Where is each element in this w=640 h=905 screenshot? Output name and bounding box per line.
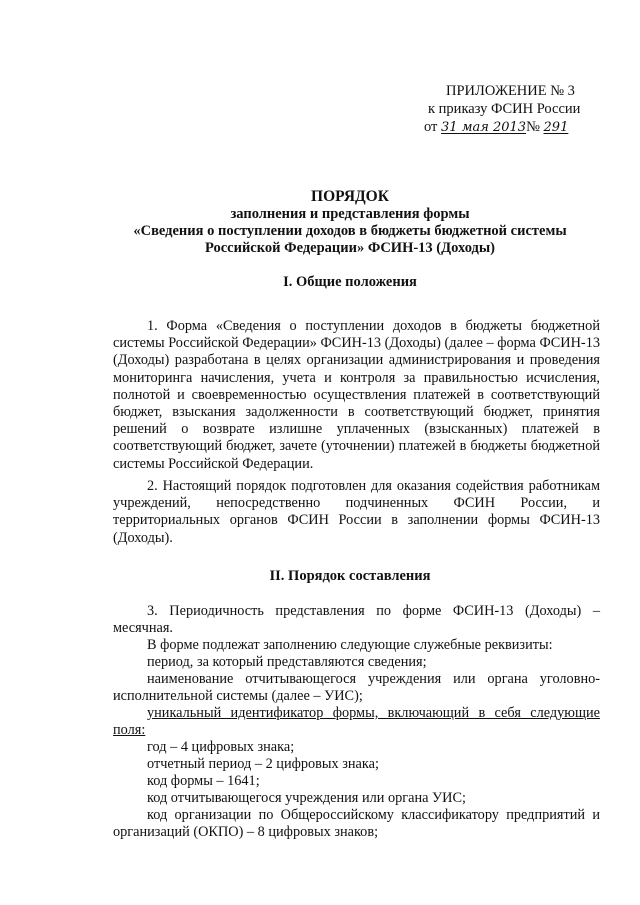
section-1-heading: I. Общие положения xyxy=(283,274,417,290)
paragraph-3 xyxy=(113,603,600,637)
annex-date-line xyxy=(424,118,604,137)
item-period: период, за который представляются сведения; xyxy=(147,654,427,670)
annex-block xyxy=(424,82,604,137)
item-unique-id xyxy=(113,705,600,739)
annex-title: ПРИЛОЖЕНИЕ № 3 xyxy=(446,83,575,99)
item-org-name-text: наименование отчитывающегося учреждения или органа уголовно-исполнительной системы (далее – УИС); xyxy=(113,671,600,705)
annex-date-handwritten: 31 мая 2013 xyxy=(441,120,527,135)
title-heading: ПОРЯДОК xyxy=(311,188,389,205)
requisites-intro: В форме подлежат заполнению следующие служебные реквизиты: xyxy=(147,637,553,653)
item-year: год – 4 цифровых знака; xyxy=(147,739,295,755)
annex-number-prefix: № xyxy=(526,119,540,135)
item-org-code: код отчитывающегося учреждения или органа УИС; xyxy=(147,790,466,806)
item-org-name xyxy=(113,671,600,705)
section-2-heading: II. Порядок составления xyxy=(269,568,431,584)
annex-order-ref: к приказу ФСИН России xyxy=(428,101,581,117)
title-line-2: «Сведения о поступлении доходов в бюджеты бюджетной системы xyxy=(133,223,567,239)
paragraph-2-text: 2. Настоящий порядок подготовлен для оказания содействия работникам учреждений, непосредственно подчиненных ФСИН России, и территориальных органов ФСИН России в заполнении формы ФСИН-13 (Доходы). xyxy=(113,478,600,546)
annex-from-prefix: от xyxy=(424,119,438,135)
item-unique-id-text: уникальный идентификатор формы, включающий в себя следующие поля: xyxy=(113,705,600,739)
title-line-3: Российской Федерации» ФСИН-13 (Доходы) xyxy=(204,240,496,256)
item-okpo xyxy=(113,807,600,841)
paragraph-2 xyxy=(113,478,600,547)
item-okpo-text: код организации по Общероссийскому классификатору предприятий и организаций (ОКПО) – 8 цифровых знаков; xyxy=(113,807,600,841)
paragraph-1 xyxy=(113,318,600,473)
item-form-code: код формы – 1641; xyxy=(147,773,260,789)
title-line-1: заполнения и представления формы xyxy=(230,206,470,222)
item-report-period: отчетный период – 2 цифровых знака; xyxy=(147,756,379,772)
paragraph-3-text: 3. Периодичность представления по форме ФСИН-13 (Доходы) – месячная. xyxy=(113,603,600,637)
document-title xyxy=(100,188,600,257)
annex-number-handwritten: 291 xyxy=(543,120,569,135)
paragraph-1-text: 1. Форма «Сведения о поступлении доходов в бюджеты бюджетной системы Российской Федерации» ФСИН-13 (Доходы) (далее – форма ФСИН-13 (Доходы) разработана в целях организации администрирования и проведения мониторинга начисления, учета и контроля за правильностью исчисления, полнотой и своевременностью осуществления платежей в соответствующий бюджет, взыскания задолженности в соответствующий бюджет, принятия решений о возврате излишне уплаченных (взысканных) платежей в соответствующий бюджет, зачете (уточнении) платежей в бюджеты бюджетной системы Российской Федерации. xyxy=(113,318,600,472)
